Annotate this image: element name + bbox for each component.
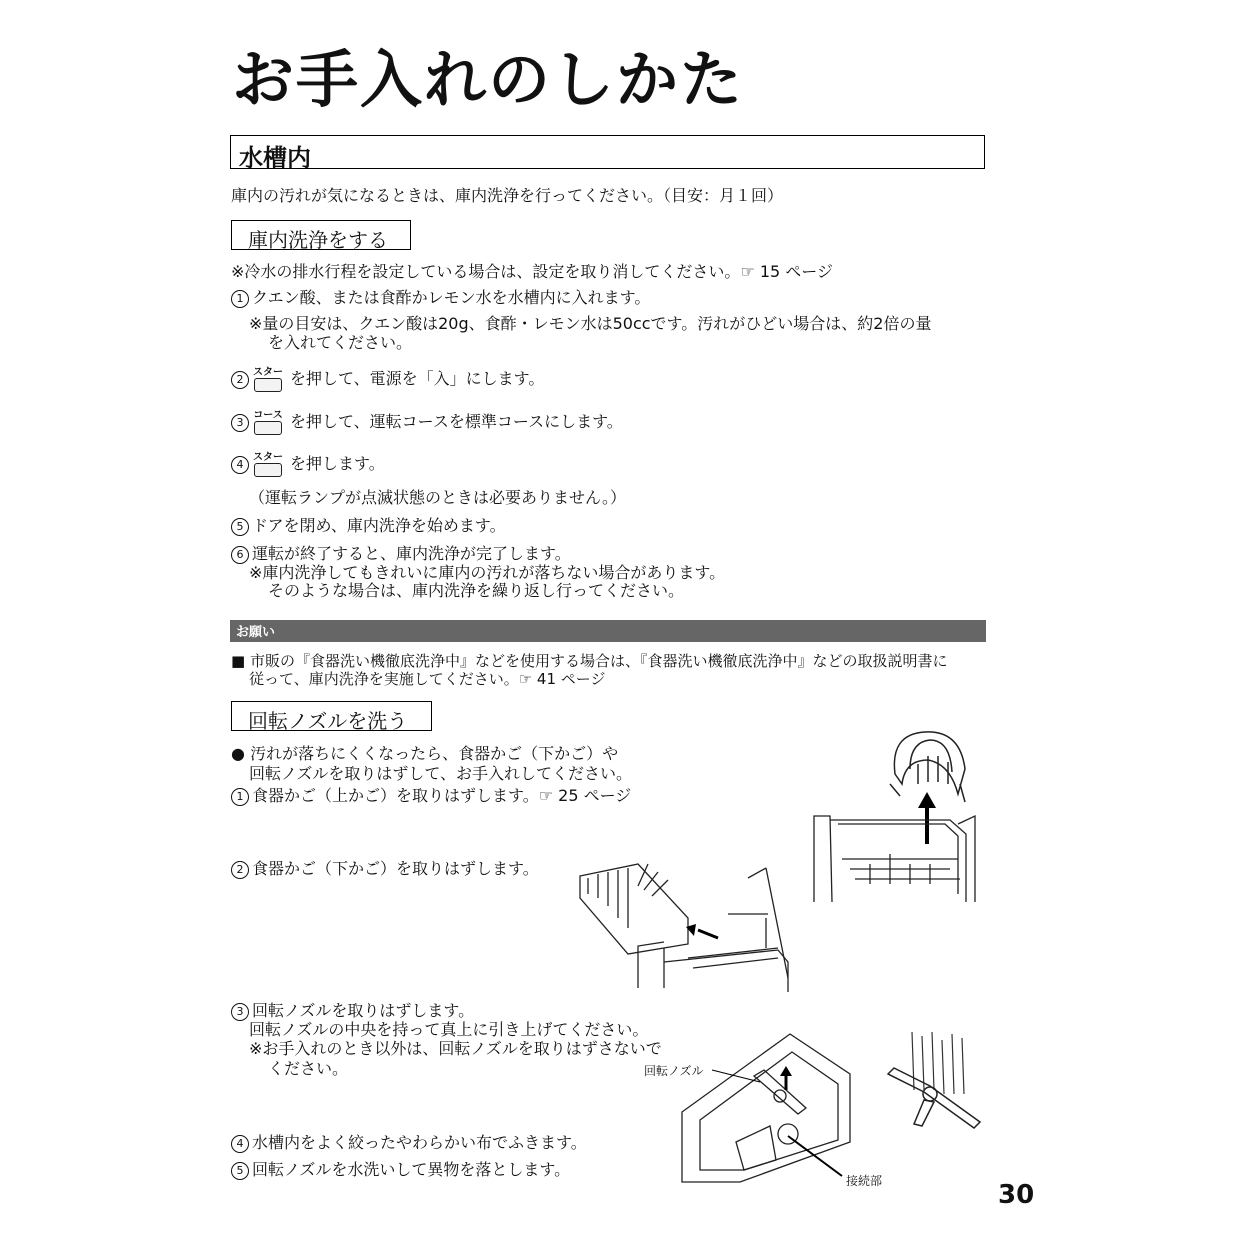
start-button-icon (251, 364, 285, 394)
cleaning-step-6 (231, 544, 571, 564)
cleaning-step-5 (231, 516, 506, 536)
step-text: ドアを閉め、庫内洗浄を始めます。 (252, 516, 506, 535)
nozzle-step3-line2: 回転ノズルの中央を持って真上に引き上げてください。 (249, 1020, 649, 1039)
nozzle-step-4 (231, 1133, 587, 1153)
nozzle-step-1 (231, 786, 631, 806)
square-bullet-icon: ■ (231, 652, 246, 670)
nozzle-step-2 (231, 859, 539, 879)
upper-basket-illustration (810, 724, 980, 904)
step6-note-line2: そのような場合は、庫内洗浄を繰り返し行ってください。 (268, 581, 685, 600)
step-number: 3 (231, 414, 249, 432)
circle-bullet-icon: ● (231, 744, 245, 763)
cleaning-step-3-num (231, 412, 252, 432)
step-number: 1 (231, 788, 249, 806)
cleaning-step-2: を押して、電源を「入」にします。 (290, 369, 545, 388)
nozzle-step3-note1: ※お手入れのとき以外は、回転ノズルを取りはずさないで (249, 1039, 662, 1058)
page-number: 30 (998, 1180, 1035, 1210)
button-key-shape (254, 378, 282, 392)
step1-note-line2: を入れてください。 (268, 333, 413, 352)
request-line2: 従って、庫内洗浄を実施してください。☞ 41 ページ (249, 670, 606, 688)
nozzle-heading: 回転ノズルを洗う (248, 709, 408, 733)
cleaning-step-2-num (231, 369, 252, 389)
page-title: お手入れのしかた (232, 43, 745, 116)
cleaning-heading: 庫内洗浄をする (248, 228, 388, 252)
step-number: 6 (231, 546, 249, 564)
request-text: 市販の『食器洗い機徹底洗浄中』などを使用する場合は、『食器洗い機徹底洗浄中』などの取扱説明書に (249, 652, 948, 670)
start-button-label: スター (253, 367, 283, 378)
intro-text: 庫内の汚れが気になるときは、庫内洗浄を行ってください。（目安：月１回） (231, 186, 784, 205)
step-number: 4 (231, 456, 249, 474)
course-button-label: コース (253, 410, 283, 421)
nozzle-step-3 (231, 1001, 474, 1021)
step1-note-line1: ※量の目安は、クエン酸は20g、食酢・レモン水は50ccです。汚れがひどい場合は、約2倍の量 (249, 314, 932, 333)
step-text: 回転ノズルを取りはずします。 (252, 1001, 475, 1020)
nozzle-step-5 (231, 1160, 570, 1180)
course-button-icon (251, 407, 285, 437)
request-label: お願い (236, 625, 276, 640)
button-key-shape (254, 463, 282, 477)
step-number: 4 (231, 1135, 249, 1153)
step-text: 食器かご（下かご）を取りはずします。 (252, 859, 539, 878)
cleaning-step-4: を押します。 (290, 454, 385, 473)
step-number: 3 (231, 1003, 249, 1021)
request-line1 (231, 651, 947, 671)
nozzle-step3-note2: ください。 (268, 1059, 349, 1078)
start-button-label: スター (253, 452, 283, 463)
cleaning-heading-box (231, 220, 411, 250)
nozzle-intro-line1 (231, 744, 618, 764)
cleaning-note: ※冷水の排水行程を設定している場合は、設定を取り消してください。☞ 15 ページ (231, 262, 833, 281)
label-nozzle: 回転ノズル (644, 1064, 704, 1078)
nozzle-tub-illustration (680, 1030, 860, 1184)
step-text: 食器かご（上かご）を取りはずします。☞ 25 ページ (252, 786, 632, 805)
cleaning-step-3: を押して、運転コースを標準コースにします。 (290, 412, 623, 431)
step-number: 1 (231, 290, 249, 308)
step4-note: （運転ランプが点滅状態のときは必要ありません。） (249, 488, 626, 507)
step-text: 運転が終了すると、庫内洗浄が完了します。 (252, 544, 571, 563)
section-header (230, 135, 985, 172)
nozzle-heading-box (231, 701, 432, 731)
label-joint: 接続部 (846, 1174, 883, 1188)
step-text: 回転ノズルを水洗いして異物を落とします。 (252, 1160, 571, 1179)
cleaning-step-1 (231, 288, 650, 308)
step-number: 2 (231, 861, 249, 879)
step-number: 2 (231, 371, 249, 389)
step-text: クエン酸、または食酢かレモン水を水槽内に入れます。 (252, 288, 651, 307)
intro-text: 汚れが落ちにくくなったら、食器かご（下かご）や (250, 744, 619, 763)
section-title: 水槽内 (239, 144, 311, 172)
cleaning-step-4-num (231, 454, 252, 474)
nozzle-washing-illustration (884, 1030, 984, 1134)
step-number: 5 (231, 518, 249, 536)
nozzle-intro-line2: 回転ノズルを取りはずして、お手入れしてください。 (249, 764, 633, 783)
button-key-shape (254, 421, 282, 435)
lower-basket-illustration (578, 858, 800, 994)
step6-note-line1: ※庫内洗浄してもきれいに庫内の汚れが落ちない場合があります。 (249, 563, 726, 582)
start-button-icon (251, 449, 285, 479)
step-text: 水槽内をよく絞ったやわらかい布でふきます。 (252, 1133, 587, 1152)
request-bar (230, 620, 986, 642)
step-number: 5 (231, 1162, 249, 1180)
